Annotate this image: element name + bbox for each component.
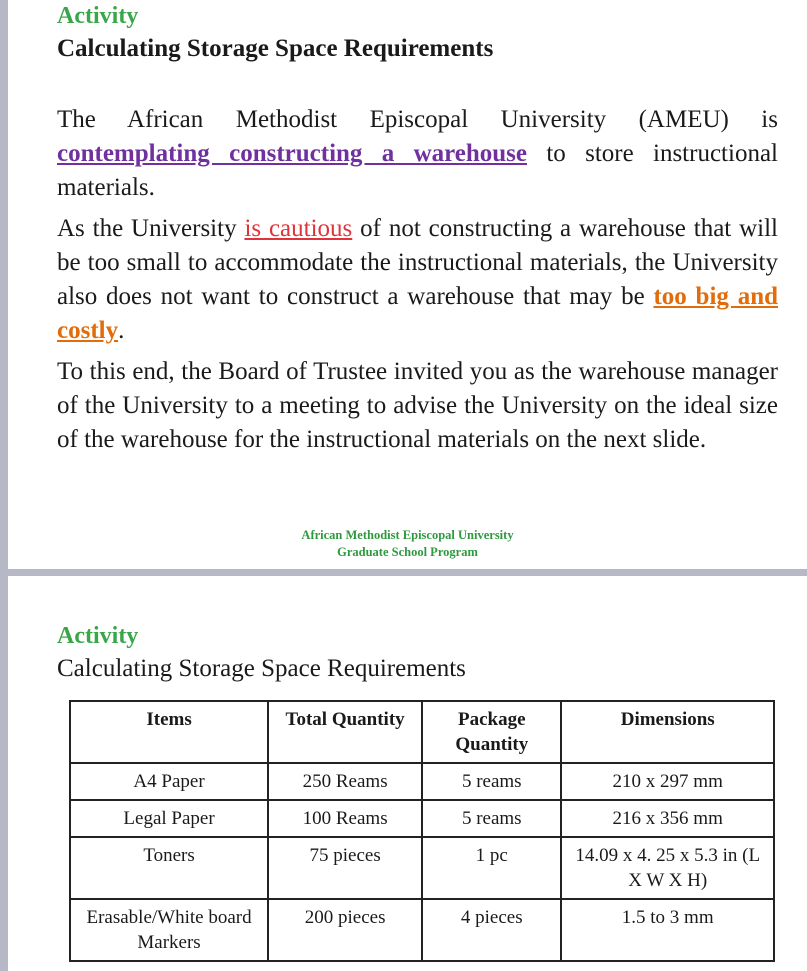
table-header-row xyxy=(70,701,774,763)
p2-highlight-cautious: is cautious xyxy=(244,215,353,242)
table-row xyxy=(70,837,774,899)
table-row xyxy=(70,763,774,800)
paragraph-3: To this end, the Board of Trustee invited you as the warehouse manager of the University to a meeting to advise the University on the ideal size of the warehouse for the instructional materials on the next slide. xyxy=(57,358,778,453)
cell-item: Legal Paper xyxy=(70,800,268,837)
slide-1 xyxy=(8,0,807,569)
footer-program: Graduate School Program xyxy=(337,545,478,559)
cell-package: 5 reams xyxy=(422,763,561,800)
header-total-quantity: Total Quantity xyxy=(268,701,422,763)
cell-total: 200 pieces xyxy=(268,899,422,961)
header-items: Items xyxy=(70,701,268,763)
p1-text-after: to store instructional materials. xyxy=(57,140,778,201)
footer-university: African Methodist Episcopal University xyxy=(301,528,514,542)
paragraph-1 xyxy=(57,103,778,205)
cell-item: A4 Paper xyxy=(70,763,268,800)
header-dimensions: Dimensions xyxy=(561,701,774,763)
cell-package: 4 pieces xyxy=(422,899,561,961)
p2-text-middle: of not constructing a warehouse that will be too small to accommodate the instructional materials, the University also does not want to construct a warehouse that may be xyxy=(57,215,778,310)
p1-text-before: The African Methodist Episcopal University (AMEU) is xyxy=(57,106,778,133)
slide-divider xyxy=(0,569,807,576)
activity-label: Activity xyxy=(57,3,139,29)
p2-text-after: . xyxy=(118,317,125,344)
storage-requirements-table xyxy=(69,700,775,962)
cell-total: 75 pieces xyxy=(268,837,422,899)
slide-2 xyxy=(8,576,807,971)
p1-highlight: contemplating constructing a warehouse xyxy=(57,140,527,167)
activity-label: Activity xyxy=(57,623,139,649)
slide-footer xyxy=(8,527,807,561)
cell-package: 1 pc xyxy=(422,837,561,899)
p2-text-before: As the University xyxy=(57,215,245,242)
cell-dimensions: 210 x 297 mm xyxy=(561,763,774,800)
cell-total: 250 Reams xyxy=(268,763,422,800)
cell-dimensions: 1.5 to 3 mm xyxy=(561,899,774,961)
slide-title: Calculating Storage Space Requirements xyxy=(57,655,466,682)
paragraph-2 xyxy=(57,212,778,348)
left-edge-bar xyxy=(0,0,8,971)
header-package-quantity: Package Quantity xyxy=(422,701,561,763)
cell-total: 100 Reams xyxy=(268,800,422,837)
cell-package: 5 reams xyxy=(422,800,561,837)
p2-highlight-costly: too big and costly xyxy=(57,283,779,344)
cell-item: Erasable/White board Markers xyxy=(70,899,268,961)
cell-dimensions: 14.09 x 4. 25 x 5.3 in (L X W X H) xyxy=(561,837,774,899)
table-row xyxy=(70,899,774,961)
slide-title: Calculating Storage Space Requirements xyxy=(57,35,494,62)
table-row xyxy=(70,800,774,837)
cell-dimensions: 216 x 356 mm xyxy=(561,800,774,837)
cell-item: Toners xyxy=(70,837,268,899)
